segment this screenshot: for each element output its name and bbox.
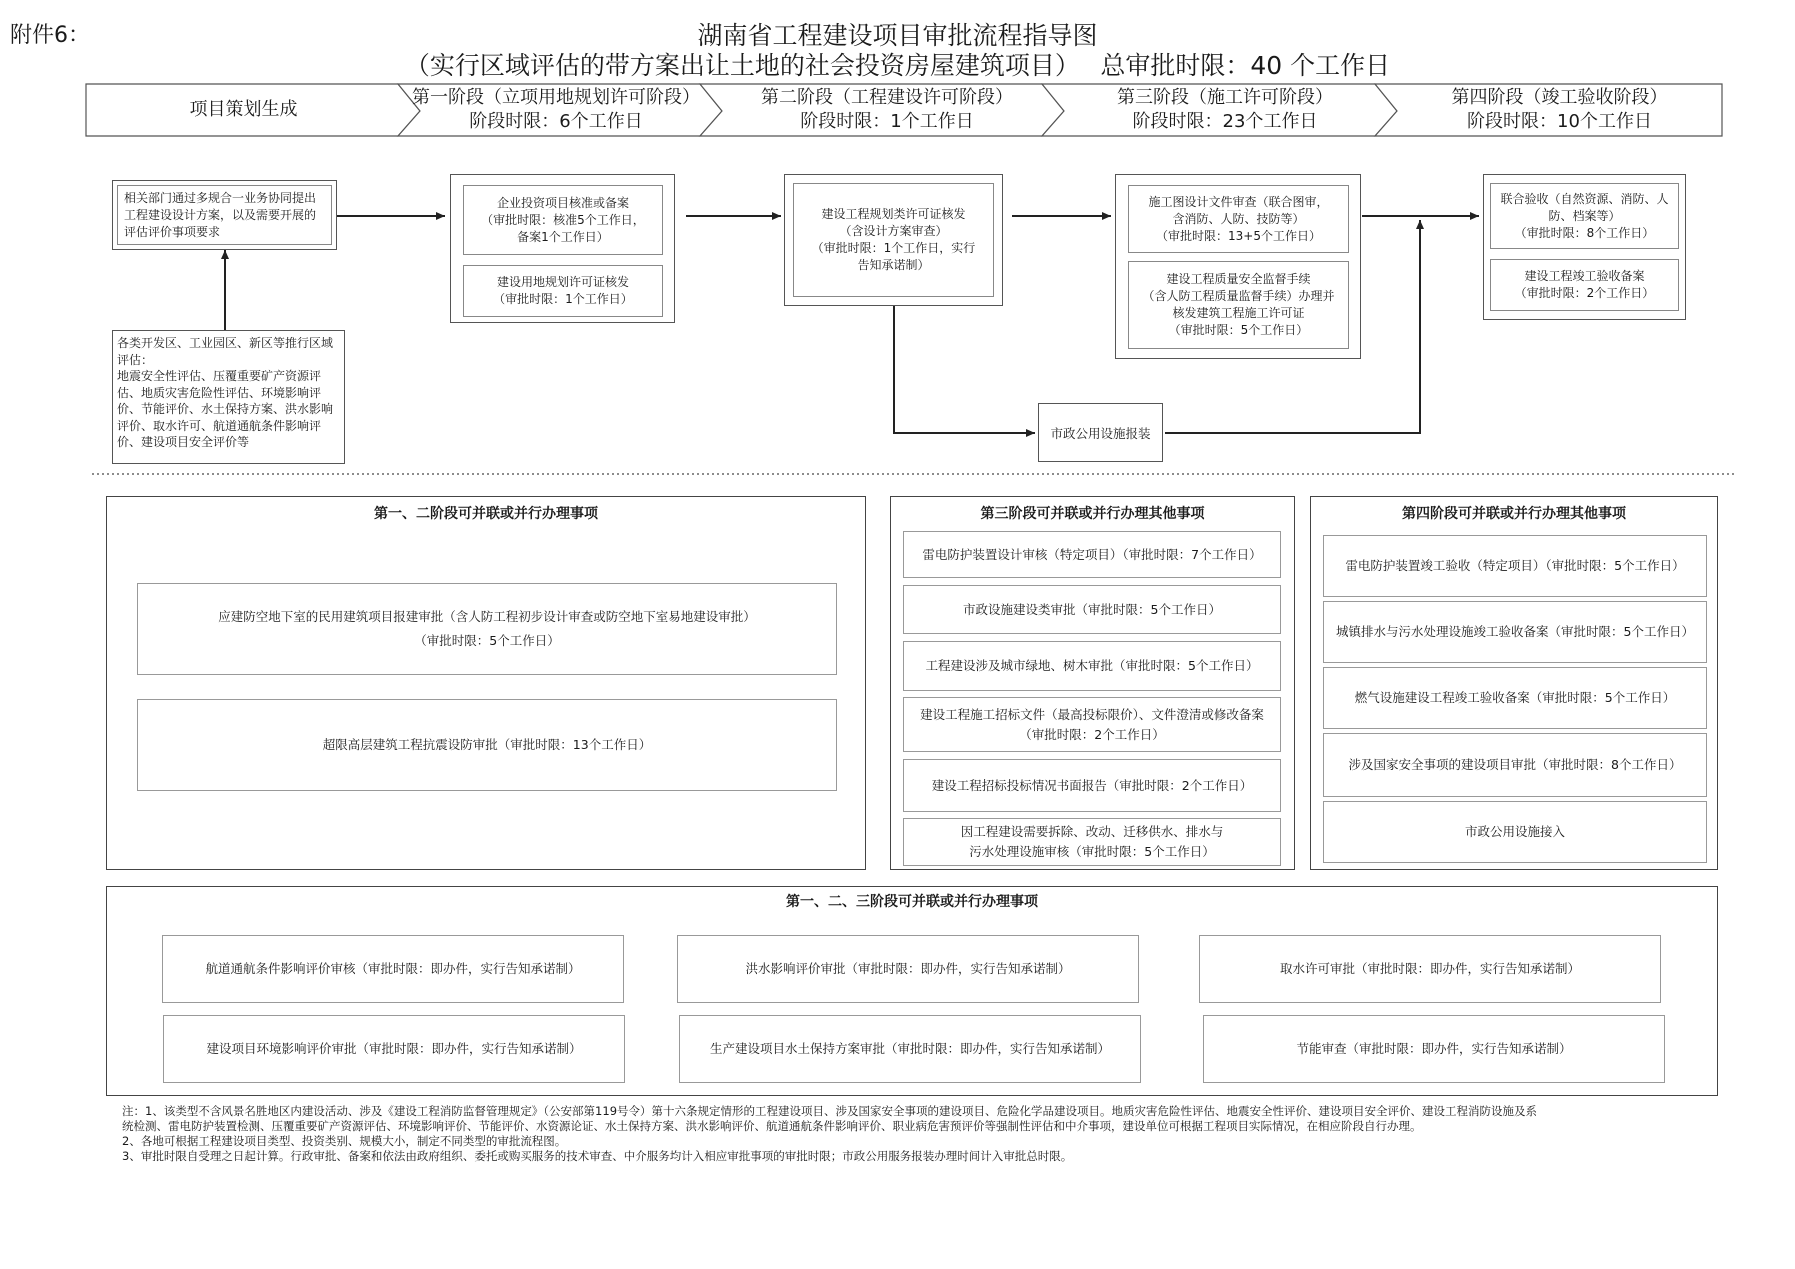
panel-123-item	[679, 1015, 1141, 1083]
page-subtitle: （实行区域评估的带方案出让土地的社会投资房屋建筑项目） 总审批时限：40 个工作日	[404, 51, 1391, 80]
footnote-line: 3、审批时限自受理之日起计算。行政审批、备案和依法由政府组织、委托或购买服务的技术审查、中介服务均计入相应审批事项的审批时限；市政公用服务报装办理时间计入审批总时限。	[122, 1149, 1073, 1163]
panel-3-item-line: 工程建设涉及城市绿地、树木审批（审批时限：5个工作日）	[925, 658, 1259, 673]
municipal-utility-label: 市政公用设施报装	[1050, 425, 1151, 441]
panel-123-item	[1199, 935, 1661, 1003]
s2-line: （审批时限：1个工作日，实行	[811, 241, 976, 255]
footnote-line: 注：1、该类型不含风景名胜地区内建设活动、涉及《建设工程消防监督管理规定》（公安部第119号令）第十六条规定情形的工程建设项目、涉及国家安全事项的建设项目、危险化学品建设项目。地质灾害危险性评估、地震安全性评价、建设项目安全评价、建设工程消防设施及系	[122, 1104, 1538, 1118]
attachment-label: 附件6：	[10, 23, 90, 48]
s1-land-permit	[463, 265, 663, 317]
stage-4	[1397, 84, 1722, 136]
s4-a-line: 防、档案等）	[1548, 208, 1621, 223]
s4-b-line: （审批时限：2个工作日）	[1514, 286, 1655, 300]
s1-a-line: 企业投资项目核准或备案	[496, 195, 629, 210]
panel-3-item-line: 雷电防护装置设计审核（特定项目）（审批时限：7个工作日）	[922, 546, 1262, 562]
panel-3-item-line: 因工程建设需要拆除、改动、迁移供水、排水与	[960, 824, 1224, 839]
panel-3-item	[903, 641, 1281, 691]
panel-stage-1-2-title: 第一、二阶段可并联或并行办理事项	[374, 506, 598, 522]
panel-123-item	[162, 935, 624, 1003]
s1-project-approval	[463, 185, 663, 255]
stage-2	[722, 84, 1052, 136]
panel-4-item	[1323, 667, 1707, 729]
panel-123-item-text: 洪水影响评价审批（审批时限：即办件，实行告知承诺制）	[745, 961, 1071, 976]
panel-3-item	[903, 759, 1281, 812]
s3-drawing-review	[1128, 185, 1349, 253]
panel-3-item	[903, 818, 1281, 866]
panel-4-item-line: 雷电防护装置竣工验收（特定项目）（审批时限：5个工作日）	[1345, 558, 1685, 573]
stage-2-limit: 阶段时限：1个工作日	[800, 111, 974, 132]
s3-b-line: 核发建筑工程施工许可证	[1172, 306, 1305, 320]
stage-4-label: 第四阶段（竣工验收阶段）	[1451, 87, 1668, 108]
panel-stage-4	[1310, 496, 1718, 870]
stage-planning-label: 项目策划生成	[189, 99, 298, 120]
stage-2-box	[784, 174, 1003, 306]
panel-123-item-text: 取水许可审批（审批时限：即办件，实行告知承诺制）	[1279, 961, 1580, 976]
s4-a-line: 联合验收（自然资源、消防、人	[1500, 191, 1669, 206]
panel-3-item	[903, 585, 1281, 634]
s3-a-line: 含消防、人防、技防等）	[1172, 211, 1305, 226]
stage-3-label: 第三阶段（施工许可阶段）	[1117, 87, 1333, 108]
s4-completion-filing	[1490, 259, 1679, 311]
panel-12-item-line: 超限高层建筑工程抗震设防审批（审批时限：13个工作日）	[322, 737, 652, 752]
s3-b-line: 建设工程质量安全监督手续	[1166, 272, 1311, 286]
panel-4-item	[1323, 535, 1707, 597]
s2-line: （含设计方案审查）	[839, 224, 948, 238]
panel-stage-4-title: 第四阶段可并联或并行办理其他事项	[1402, 506, 1626, 522]
panel-123-item	[1203, 1015, 1665, 1083]
s1-b-line: （审批时限：1个工作日）	[493, 292, 633, 306]
panel-stage-1-2-3	[106, 886, 1718, 1096]
panel-3-item-line: 建设工程施工招标文件（最高投标限价）、文件澄清或修改备案	[920, 706, 1264, 722]
footnote-line: 统检测、雷电防护装置检测、压覆重要矿产资源评估、环境影响评价、节能评价、水资源论证、水土保持方案、洪水影响评价、航道通航条件影响评价、职业病危害预评价等强制性评估和中介事项，建设单位可根据工程项目实际情况，在相应阶段自行办理。	[122, 1119, 1422, 1133]
stage-1-box	[450, 174, 675, 323]
panel-123-item	[677, 935, 1139, 1003]
panel-12-item-line: （审批时限：5个工作日）	[414, 633, 560, 648]
panel-3-item-line: （审批时限：2个工作日）	[1019, 726, 1165, 742]
s2-line: 建设工程规划类许可证核发	[821, 207, 966, 221]
stage-2-label: 第二阶段（工程建设许可阶段）	[761, 87, 1013, 108]
s1-a-line: （审批时限：核准5个工作日，	[481, 212, 645, 227]
stage-1	[400, 84, 712, 136]
panel-3-item	[903, 531, 1281, 578]
panel-3-item-line: 市政设施建设类审批（审批时限：5个工作日）	[963, 601, 1221, 617]
panel-4-item-line: 燃气设施建设工程竣工验收备案（审批时限：5个工作日）	[1354, 690, 1676, 705]
s1-b-line: 建设用地规划许可证核发	[496, 275, 629, 289]
s4-joint-acceptance	[1490, 183, 1679, 249]
panel-12-item	[137, 583, 837, 675]
panel-stage-1-2	[106, 496, 866, 870]
arrow-s2-to-municipal	[894, 306, 1035, 433]
s4-b-line: 建设工程竣工验收备案	[1524, 269, 1645, 283]
panel-4-item-line: 涉及国家安全事项的建设项目审批（审批时限：8个工作日）	[1348, 757, 1682, 772]
panel-3-item	[903, 697, 1281, 752]
planning-text: 相关部门通过多规合一业务协同提出工程建设设计方案，以及需要开展的评估评价事项要求	[117, 185, 332, 245]
panel-123-item-text: 航道通航条件影响评价审核（审批时限：即办件，实行告知承诺制）	[205, 961, 581, 976]
s1-a-line: 备案1个工作日）	[517, 229, 609, 244]
page-title: 湖南省工程建设项目审批流程指导图	[697, 21, 1098, 50]
s3-b-line: （含人防工程质量监督手续）办理并	[1142, 289, 1335, 303]
municipal-utility-box	[1038, 403, 1163, 462]
stage-3	[1064, 84, 1386, 136]
s3-b-line: （审批时限：5个工作日）	[1168, 323, 1309, 337]
region-eval-list: 地震安全性评估、压覆重要矿产资源评估、地质灾害危险性评估、环境影响评价、节能评价、水土保持方案、洪水影响评价、取水许可、航道通航条件影响评价、建设项目安全评价等	[117, 369, 334, 449]
s2-planning-permit	[793, 183, 994, 297]
panel-123-item-text: 生产建设项目水土保持方案审批（审批时限：即办件，实行告知承诺制）	[709, 1041, 1110, 1056]
stage-3-limit: 阶段时限：23个工作日	[1132, 111, 1318, 132]
s2-line: 告知承诺制）	[857, 258, 930, 272]
panel-stage-3	[890, 496, 1295, 870]
planning-box	[112, 180, 337, 250]
stage-4-limit: 阶段时限：10个工作日	[1467, 111, 1652, 132]
panel-123-item-text: 建设项目环境影响评价审批（审批时限：即办件，实行告知承诺制）	[206, 1041, 582, 1056]
region-evaluation-box	[112, 330, 345, 464]
s3-construction-permit	[1128, 261, 1349, 349]
stage-3-box	[1115, 174, 1361, 359]
stage-1-limit: 阶段时限：6个工作日	[469, 111, 643, 132]
panel-4-item-line: 城镇排水与污水处理设施竣工验收备案（审批时限：5个工作日）	[1336, 624, 1694, 639]
s4-a-line: （审批时限：8个工作日）	[1514, 225, 1655, 240]
panel-3-item-line: 建设工程招标投标情况书面报告（审批时限：2个工作日）	[931, 777, 1253, 793]
panel-stage-3-title: 第三阶段可并联或并行办理其他事项	[980, 506, 1205, 522]
panel-12-item	[137, 699, 837, 791]
region-eval-heading: 各类开发区、工业园区、新区等推行区域评估：	[117, 336, 334, 367]
panel-4-item	[1323, 733, 1707, 797]
panel-3-item-line: 污水处理设施审核（审批时限：5个工作日）	[969, 844, 1215, 859]
panel-123-item	[163, 1015, 625, 1083]
s3-a-line: 施工图设计文件审查（联合图审，	[1148, 194, 1329, 209]
stage-4-box	[1483, 174, 1686, 320]
stage-1-label: 第一阶段（立项用地规划许可阶段）	[412, 87, 700, 108]
footnotes	[122, 1104, 1722, 1164]
panel-4-item	[1323, 601, 1707, 663]
panel-4-item	[1323, 801, 1707, 863]
s3-a-line: （审批时限：13+5个工作日）	[1156, 228, 1321, 243]
panel-stage-1-2-3-title: 第一、二、三阶段可并联或并行办理事项	[786, 894, 1038, 910]
panel-4-item-line: 市政公用设施接入	[1464, 824, 1565, 839]
stage-planning	[86, 84, 401, 136]
panel-12-item-line: 应建防空地下室的民用建筑项目报建审批（含人防工程初步设计审查或防空地下室易地建设审批）	[218, 609, 756, 624]
panel-123-item-text: 节能审查（审批时限：即办件，实行告知承诺制）	[1296, 1041, 1572, 1056]
footnote-line: 2、各地可根据工程建设项目类型、投资类别、规模大小，制定不同类型的审批流程图。	[122, 1134, 567, 1148]
